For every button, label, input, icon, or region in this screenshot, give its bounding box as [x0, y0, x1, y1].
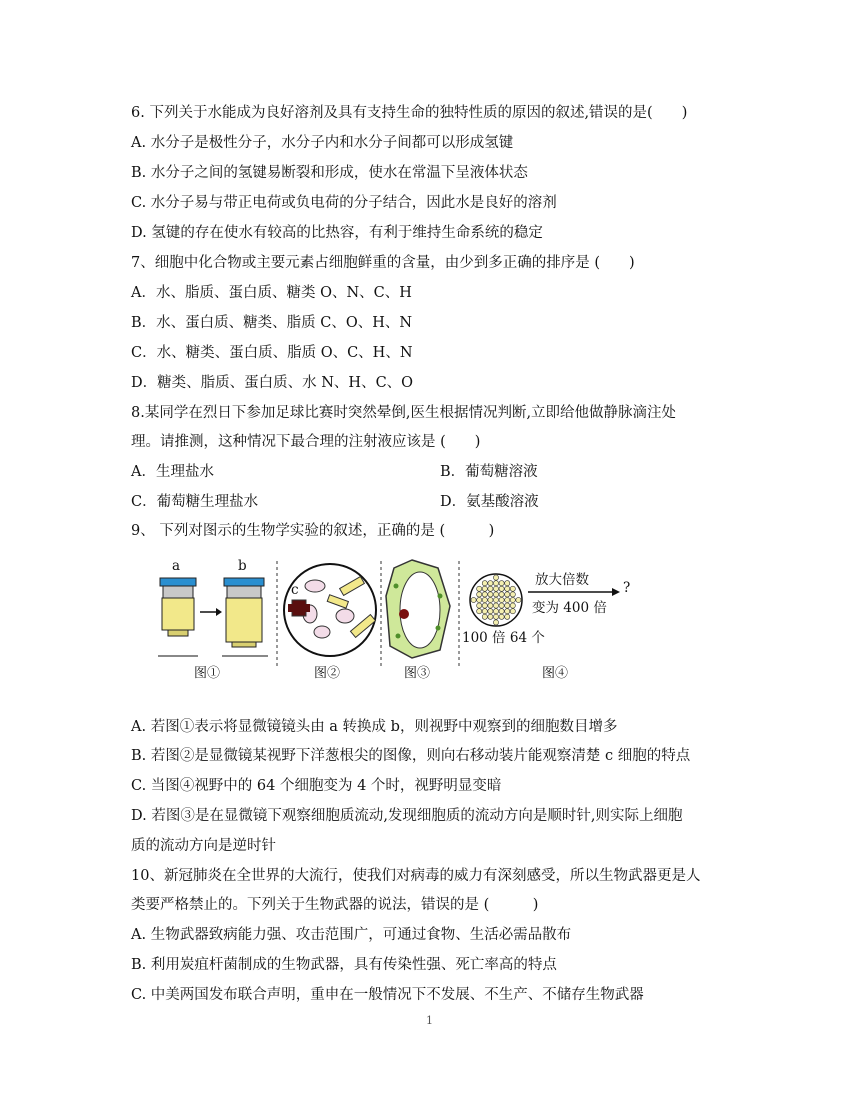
- q9-option-a: A. 若图①表示将显微镜镜头由 a 转换成 b，则视野中观察到的细胞数目增多: [131, 719, 618, 735]
- q8-option-d: D．氨基酸溶液: [440, 494, 539, 510]
- q6-option-c: C. 水分子易与带正电荷或负电荷的分子结合，因此水是良好的溶剂: [131, 195, 557, 211]
- small-cell: [488, 581, 493, 586]
- small-cell: [510, 609, 515, 614]
- small-cell: [482, 603, 487, 608]
- small-cell: [510, 586, 515, 591]
- lens-label-b: b: [238, 558, 247, 574]
- small-cell: [482, 609, 487, 614]
- objective-lens-a-icon: [160, 578, 196, 636]
- small-cell: [505, 614, 510, 619]
- base-text: 100 倍 64 个: [462, 630, 545, 646]
- small-cell: [488, 592, 493, 597]
- cell-field-icon: [470, 574, 522, 626]
- small-cell: [488, 603, 493, 608]
- q7-stem: 7、细胞中化合物或主要元素占细胞鲜重的含量，由少到多正确的排序是 ( ): [131, 255, 635, 271]
- small-cell: [493, 614, 498, 619]
- small-cell: [493, 620, 498, 625]
- q6-option-a: A. 水分子是极性分子，水分子内和水分子间都可以形成氢键: [131, 135, 514, 151]
- q10-option-c: C. 中美两国发布联合声明，重申在一般情况下不发展、不生产、不储存生物武器: [131, 987, 644, 1003]
- small-cell: [477, 592, 482, 597]
- small-cell: [493, 586, 498, 591]
- small-cell: [488, 597, 493, 602]
- small-cell: [505, 603, 510, 608]
- small-cell: [477, 597, 482, 602]
- q10-option-b: B. 利用炭疽杆菌制成的生物武器，具有传染性强、死亡率高的特点: [131, 957, 557, 973]
- q8-option-c: C．葡萄糖生理盐水: [131, 494, 259, 510]
- field-of-view-cells-icon: [284, 564, 376, 656]
- magnify-arrow-icon: [528, 588, 620, 596]
- q9-option-d-line1: D. 若图③是在显微镜下观察细胞质流动,发现细胞质的流动方向是顺时针,则实际上细胞: [131, 808, 683, 824]
- small-cell: [488, 614, 493, 619]
- small-cell: [471, 597, 476, 602]
- small-cell: [482, 586, 487, 591]
- q9-option-c: C. 当图④视野中的 64 个细胞变为 4 个时，视野明显变暗: [131, 778, 502, 794]
- small-cell: [499, 603, 504, 608]
- small-cell: [499, 614, 504, 619]
- change-text: 变为 400 倍: [532, 600, 607, 616]
- small-cell: [510, 597, 515, 602]
- small-cell: [493, 581, 498, 586]
- small-cell: [505, 609, 510, 614]
- small-cell: [505, 592, 510, 597]
- small-cell: [499, 597, 504, 602]
- q8-stem-line1: 8.某同学在烈日下参加足球比赛时突然晕倒,医生根据情况判断,立即给他做静脉滴注处: [131, 405, 677, 421]
- small-cell: [477, 603, 482, 608]
- page-number: 1: [426, 1014, 433, 1027]
- q9-option-d-line2: 质的流动方向是逆时针: [131, 838, 276, 854]
- objective-lens-b-icon: [224, 578, 264, 647]
- fig4-caption: 图④: [542, 666, 569, 681]
- magnify-text: 放大倍数: [535, 572, 589, 588]
- small-cell: [482, 614, 487, 619]
- small-cell: [488, 586, 493, 591]
- small-cell: [493, 603, 498, 608]
- small-cell: [493, 592, 498, 597]
- q6-option-b: B. 水分子之间的氢键易断裂和形成，使水在常温下呈液体状态: [131, 165, 528, 181]
- small-cell: [488, 609, 493, 614]
- q6-option-d: D. 氢键的存在使水有较高的比热容，有利于维持生命系统的稳定: [131, 225, 543, 241]
- small-cell: [493, 575, 498, 580]
- q8-option-b: B．葡萄糖溶液: [440, 464, 538, 480]
- small-cell: [482, 592, 487, 597]
- q9-stem: 9、 下列对图示的生物学实验的叙述，正确的是 ( ): [131, 523, 495, 539]
- small-cell: [499, 581, 504, 586]
- small-cell: [493, 609, 498, 614]
- plant-cell-icon: [386, 560, 450, 658]
- small-cell: [482, 597, 487, 602]
- small-cell: [477, 586, 482, 591]
- small-cell: [516, 597, 521, 602]
- small-cell: [493, 597, 498, 602]
- small-cell: [505, 586, 510, 591]
- small-cell: [477, 609, 482, 614]
- small-cell: [510, 592, 515, 597]
- arrow-right-icon: [200, 608, 222, 616]
- q7-option-c: C．水、糖类、蛋白质、脂质 O、C、H、N: [131, 345, 413, 361]
- q7-option-d: D．糖类、脂质、蛋白质、水 N、H、C、O: [131, 375, 414, 391]
- small-cell: [510, 603, 515, 608]
- q8-option-a: A．生理盐水: [131, 464, 214, 480]
- fig3-caption: 图③: [404, 666, 431, 681]
- lens-label-a: a: [172, 558, 181, 574]
- q6-stem: 6. 下列关于水能成为良好溶剂及具有支持生命的独特性质的原因的叙述,错误的是( ): [131, 105, 688, 121]
- small-cell: [499, 609, 504, 614]
- fig2-caption: 图②: [314, 666, 341, 681]
- small-cell: [499, 592, 504, 597]
- q8-stem-line2: 理。请推测，这种情况下最合理的注射液应该是 ( ): [131, 434, 481, 450]
- small-cell: [505, 597, 510, 602]
- small-cell: [499, 586, 504, 591]
- fig1-caption: 图①: [194, 666, 221, 681]
- q7-option-a: A．水、脂质、蛋白质、糖类 O、N、C、H: [131, 285, 412, 301]
- question-mark: ?: [623, 580, 631, 596]
- q10-stem-line1: 10、新冠肺炎在全世界的大流行，使我们对病毒的威力有深刻感受，所以生物武器更是人: [131, 868, 701, 884]
- q10-stem-line2: 类要严格禁止的。下列关于生物武器的说法，错误的是 ( ): [131, 897, 539, 913]
- small-cell: [482, 581, 487, 586]
- q10-option-a: A. 生物武器致病能力强、攻击范围广，可通过食物、生活必需品散布: [131, 927, 572, 943]
- q9-option-b: B. 若图②是显微镜某视野下洋葱根尖的图像，则向右移动装片能观察清楚 c 细胞的特点: [131, 748, 691, 764]
- q9-figure: [150, 556, 650, 686]
- small-cell: [505, 581, 510, 586]
- q7-option-b: B．水、蛋白质、糖类、脂质 C、O、H、N: [131, 315, 413, 331]
- cell-label-c: c: [291, 582, 299, 598]
